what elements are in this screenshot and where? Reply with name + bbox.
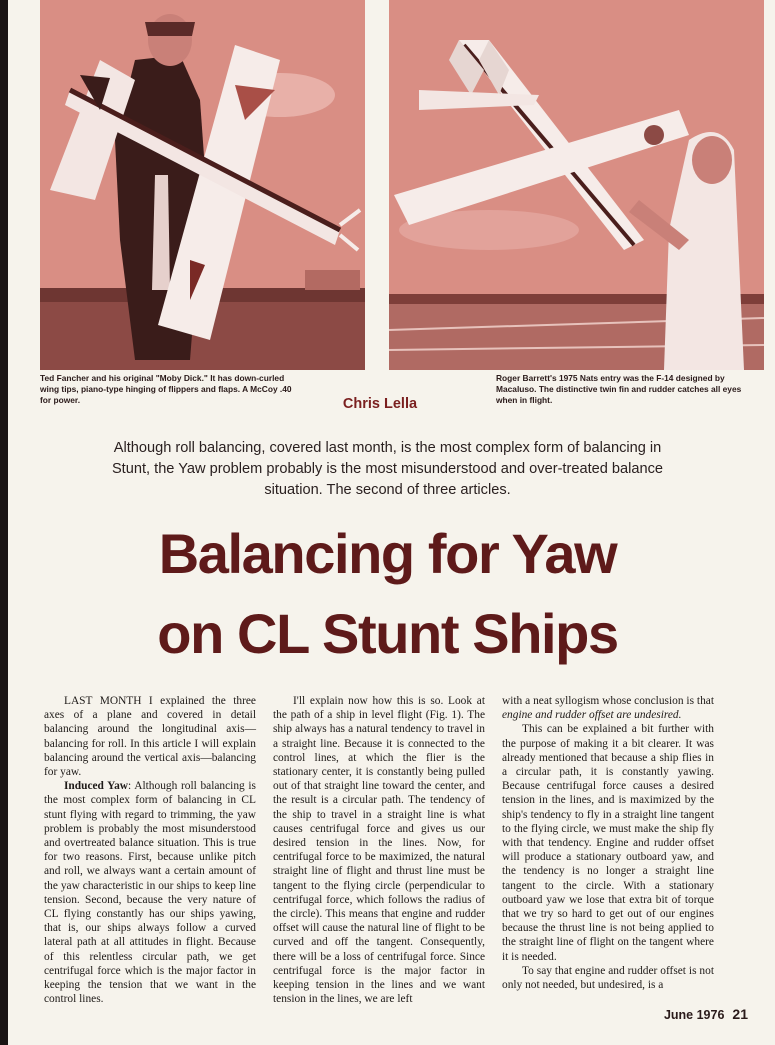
paragraph-text: : Although roll balancing is the most complex form of balancing in CL stunt flying with regard to trimming, the yaw problem is probably the most misunderstood and overtreated balance situation. This is true for two reasons. First, because unlike pitch and roll, we always want a certain amount of the yaw characteristic in our ships to keep line tension. Second, because the very nature of CL flying constantly has our ships yawing, that is, our ships always follow a curved lateral path at all attitudes in flight. Because of this relentless circular path, we get centrifugal force which is the major factor in keeping the tension that we want in the control lines.: [44, 780, 256, 1006]
body-column-3: [502, 694, 714, 992]
paragraph-text: with a neat syllogism whose conclusion is that: [502, 695, 714, 707]
headline-line-2: on CL Stunt Ships: [157, 602, 618, 665]
paragraph: To say that engine and rudder offset is not only not needed, but undesired, is a: [502, 964, 714, 992]
body-column-1: [44, 694, 256, 1006]
photo-caption-right: Roger Barrett's 1975 Nats entry was the F-14 designed by Macaluso. The distinctive twin fin and rudder catches all eyes when in flight.: [496, 373, 742, 405]
paragraph: LAST MONTH I explained the three axes of a plane and covered in detail balancing around the longitudinal axis—balancing for roll. In this article I will explain balancing around the vertical axis—balancing for yaw.: [44, 695, 256, 779]
issue-date: June 1976: [663, 1008, 725, 1022]
page-folio: [578, 1006, 748, 1022]
photo-moby-dick: [40, 0, 365, 370]
paragraph: This can be explained a bit further with the purpose of making it a bit clearer. It was already mentioned that because a ship flies in a circular path, it is constantly yawing. Because centrifugal force causes a desired tension in the lines, and is maximized by the ship's tendency to fly in a straight line tangent to the flying circle, we must make the ship fly with that tendency. Engine and rudder offset will produce a stationary outboard yaw, and the tendency is no longer a straight line tangent to the circle. With a stationary outboard yaw we lose that extra bit of torque that we try so hard to get out of our engines because the thrust line is not being applied to the straight line of flight on the tangent where it is needed.: [502, 723, 714, 963]
run-in-heading: Induced Yaw: [64, 780, 129, 793]
paragraph: [502, 694, 714, 722]
body-column-2: [273, 694, 485, 1006]
page-binding-edge: [0, 0, 8, 1045]
emphasis-text: engine and rudder offset are undesired.: [502, 709, 682, 722]
photo-f14-model: [389, 0, 764, 370]
paragraph: [44, 779, 256, 1006]
article-intro: Although roll balancing, covered last month, is the most complex form of balancing in Stunt, the Yaw problem probably is the most misunderstood and over-treated balance situation. The second of three articles.: [111, 440, 664, 498]
paragraph: I'll explain now how this is so. Look at the path of a ship in level flight (Fig. 1). The ship always has a natural tendency to travel in a straight line. Because it is connected to the control lines, at which the flier is the stationary center, it is constantly being pulled out of that straight line toward the center, and the result is a circular path. The tendency of the ship to travel in a straight line is what causes centrifugal force and gives us our desired tension in the lines. Now, for centrifugal force to be maximized, the natural straight line of flight and thrust line must be tangent to the flying circle (perpendicular to centrifugal force, which follows the radius of the circle). This means that engine and rudder offset will cause the natural line of flight to be curved and off the tangent. Consequently, there will be a loss of centrifugal force. Since centrifugal force is the major factor in keeping tension in the lines and we want tension in the lines, we are left: [273, 695, 485, 1006]
headline-line-1: Balancing for Yaw: [158, 522, 617, 585]
photo-caption-left: Ted Fancher and his original "Moby Dick." It has down-curled wing tips, piano-type hinging of flippers and flaps. A McCoy .40 for power.: [40, 373, 292, 405]
author-byline: Chris Lella: [342, 396, 418, 412]
page-number: 21: [732, 1006, 748, 1022]
